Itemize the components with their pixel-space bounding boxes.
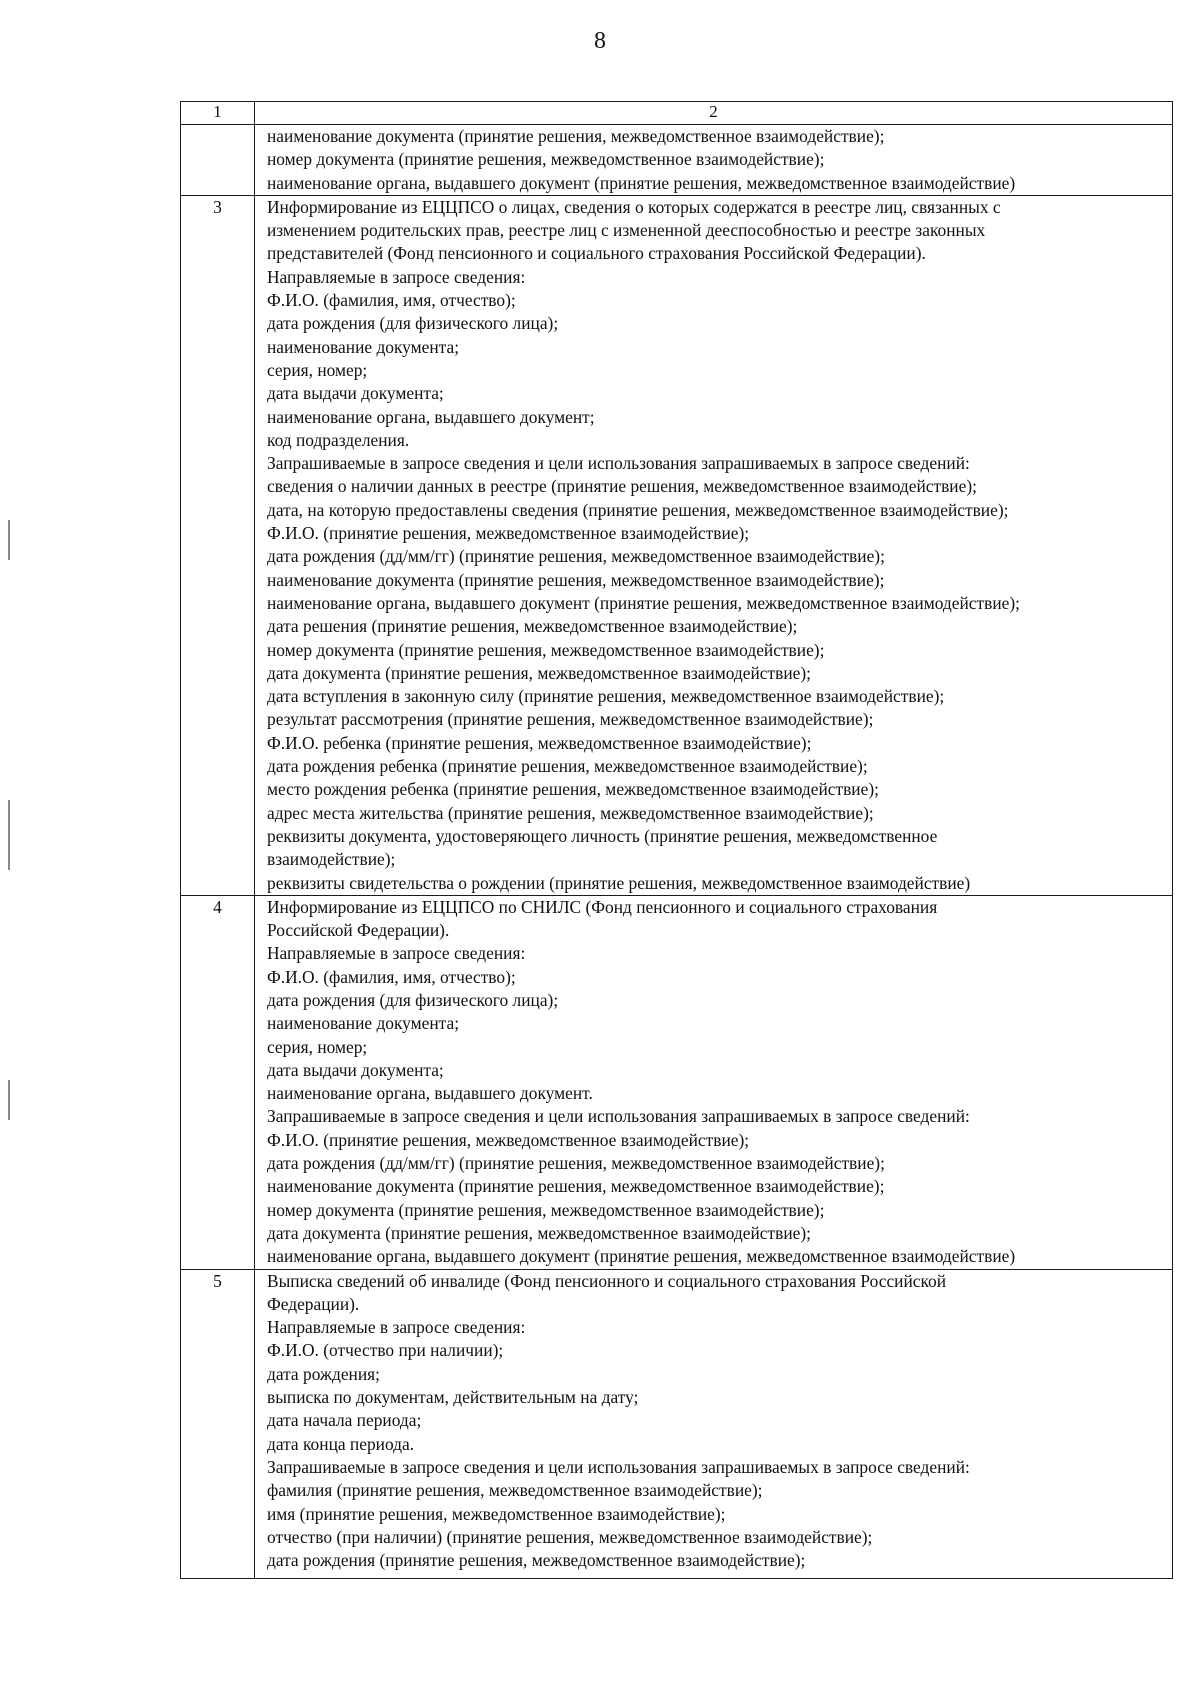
document-table (180, 101, 1173, 1579)
text-line: Информирование из ЕЦЦПСО о лицах, сведения о которых содержатся в реестре лиц, связанных с (267, 196, 1001, 217)
text-line: изменением родительских прав, реестре лиц с измененной дееспособностью и реестре законных (267, 220, 986, 241)
text-line: номер документа (принятие решения, межведомственное взаимодействие); (267, 149, 825, 170)
row-number: 3 (181, 195, 255, 895)
text-line: Запрашиваемые в запросе сведения и цели использования запрашиваемых в запросе сведений: (267, 1106, 970, 1127)
text-line: отчество (при наличии) (принятие решения, межведомственное взаимодействие); (267, 1526, 873, 1547)
table-header-row (181, 102, 1173, 125)
text-line: дата рождения (дд/мм/гг) (принятие решения, межведомственное взаимодействие); (267, 1153, 885, 1174)
text-line: Запрашиваемые в запросе сведения и цели использования запрашиваемых в запросе сведений: (267, 1456, 970, 1477)
text-line: дата вступления в законную силу (принятие решения, межведомственное взаимодействие); (267, 686, 945, 707)
text-line: дата выдачи документа; (267, 383, 444, 404)
text-line: дата рождения (принятие решения, межведомственное взаимодействие); (267, 1550, 806, 1571)
text-line: дата рождения; (267, 1363, 380, 1384)
text-line: Ф.И.О. ребенка (принятие решения, межведомственное взаимодействие); (267, 732, 812, 753)
column-number-2: 2 (255, 102, 1173, 125)
text-line: фамилия (принятие решения, межведомственное взаимодействие); (267, 1480, 763, 1501)
table-row (181, 125, 1173, 196)
column-number-1: 1 (181, 102, 255, 125)
text-line: результат рассмотрения (принятие решения, межведомственное взаимодействие); (267, 709, 874, 730)
text-line: Направляемые в запросе сведения: (267, 943, 526, 964)
text-line: реквизиты документа, удостоверяющего личность (принятие решения, межведомственное (267, 825, 938, 846)
text-line: сведения о наличии данных в реестре (принятие решения, межведомственное взаимодействие); (267, 476, 977, 497)
text-line: дата рождения (дд/мм/гг) (принятие решения, межведомственное взаимодействие); (267, 546, 885, 567)
text-line: представителей (Фонд пенсионного и социального страхования Российской Федерации). (267, 243, 926, 264)
row-content (255, 895, 1173, 1269)
text-line: наименование органа, выдавшего документ. (267, 1083, 593, 1104)
text-line: дата рождения (для физического лица); (267, 989, 559, 1010)
text-line: серия, номер; (267, 1036, 368, 1057)
text-line: дата рождения (для физического лица); (267, 313, 559, 334)
row-number: 5 (181, 1269, 255, 1579)
text-line: выписка по документам, действительным на дату; (267, 1387, 639, 1408)
text-line: Выписка сведений об инвалиде (Фонд пенсионного и социального страхования Российской (267, 1270, 947, 1291)
text-line: дата выдачи документа; (267, 1059, 444, 1080)
row-content (255, 195, 1173, 895)
text-line: наименование органа, выдавшего документ; (267, 406, 595, 427)
text-line: номер документа (принятие решения, межведомственное взаимодействие); (267, 1199, 825, 1220)
text-line: дата начала периода; (267, 1410, 422, 1431)
row-number (181, 125, 255, 196)
text-line: Направляемые в запросе сведения: (267, 266, 526, 287)
text-line: серия, номер; (267, 359, 368, 380)
text-line: место рождения ребенка (принятие решения, межведомственное взаимодействие); (267, 779, 879, 800)
text-line: дата, на которую предоставлены сведения (принятие решения, межведомственное взаимодействие); (267, 499, 1009, 520)
binding-mark (8, 1080, 10, 1120)
text-line: наименование органа, выдавшего документ (принятие решения, межведомственное взаимодействие); (267, 592, 1020, 613)
text-line: реквизиты свидетельства о рождении (принятие решения, межведомственное взаимодействие) (267, 872, 971, 893)
text-line: дата решения (принятие решения, межведомственное взаимодействие); (267, 616, 798, 637)
text-line: имя (принятие решения, межведомственное взаимодействие); (267, 1503, 726, 1524)
text-line: Информирование из ЕЦЦПСО по СНИЛС (Фонд пенсионного и социального страхования (267, 896, 938, 917)
text-line: адрес места жительства (принятие решения, межведомственное взаимодействие); (267, 802, 874, 823)
text-line: наименование документа (принятие решения, межведомственное взаимодействие); (267, 569, 885, 590)
row-content (255, 1269, 1173, 1579)
table-row (181, 895, 1173, 1269)
table-row (181, 195, 1173, 895)
text-line: наименование органа, выдавшего документ (принятие решения, межведомственное взаимодействие) (267, 1246, 1016, 1267)
binding-mark (8, 520, 10, 560)
text-line: Направляемые в запросе сведения: (267, 1317, 526, 1338)
text-line: наименование органа, выдавшего документ (принятие решения, межведомственное взаимодействие) (267, 172, 1016, 193)
text-line: Ф.И.О. (фамилия, имя, отчество); (267, 966, 516, 987)
page-number: 8 (594, 28, 606, 54)
text-line: взаимодействие); (267, 849, 396, 870)
text-line: Ф.И.О. (фамилия, имя, отчество); (267, 290, 516, 311)
text-line: Ф.И.О. (принятие решения, межведомственное взаимодействие); (267, 1129, 750, 1150)
row-number: 4 (181, 895, 255, 1269)
binding-mark (8, 800, 10, 870)
row-content (255, 125, 1173, 196)
text-line: наименование документа (принятие решения, межведомственное взаимодействие); (267, 1176, 885, 1197)
text-line: Российской Федерации). (267, 920, 450, 941)
text-line: дата документа (принятие решения, межведомственное взаимодействие); (267, 1222, 811, 1243)
text-line: номер документа (принятие решения, межведомственное взаимодействие); (267, 639, 825, 660)
text-line: наименование документа (принятие решения, межведомственное взаимодействие); (267, 126, 885, 146)
text-line: наименование документа; (267, 336, 460, 357)
text-line: дата конца периода. (267, 1433, 415, 1454)
text-line: Запрашиваемые в запросе сведения и цели использования запрашиваемых в запросе сведений: (267, 453, 970, 474)
table-row (181, 1269, 1173, 1579)
text-line: Ф.И.О. (принятие решения, межведомственное взаимодействие); (267, 523, 750, 544)
text-line: дата документа (принятие решения, межведомственное взаимодействие); (267, 662, 811, 683)
text-line: наименование документа; (267, 1013, 460, 1034)
text-line: Федерации). (267, 1293, 360, 1314)
text-line: дата рождения ребенка (принятие решения, межведомственное взаимодействие); (267, 756, 868, 777)
text-line: Ф.И.О. (отчество при наличии); (267, 1340, 504, 1361)
text-line: код подразделения. (267, 429, 410, 450)
